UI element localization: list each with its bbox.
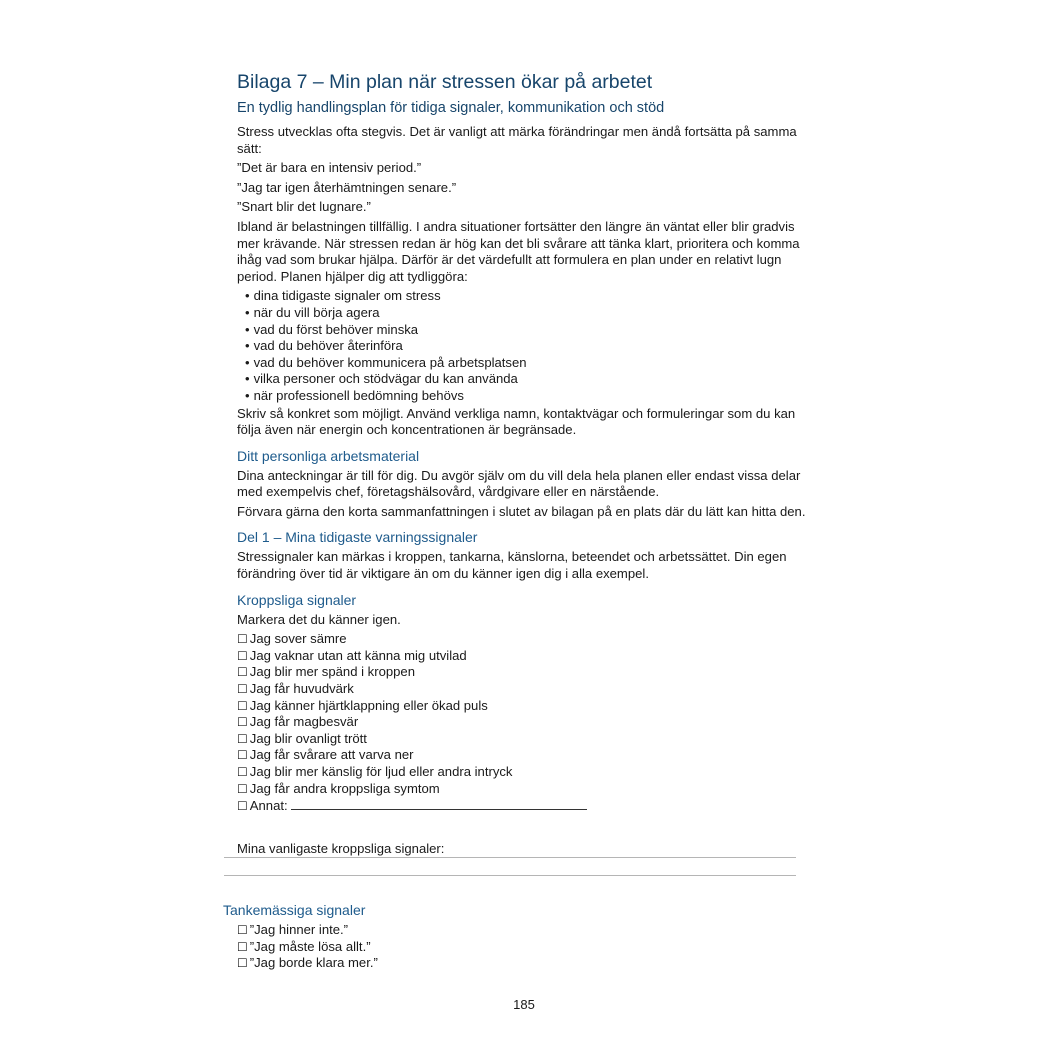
thought-signals-section bbox=[223, 901, 803, 972]
checklist-item bbox=[237, 939, 803, 956]
checklist-label: Jag får huvudvärk bbox=[249, 681, 354, 697]
intro-paragraph: Stress utvecklas ofta stegvis. Det är vanligt att märka förändringar men ändå fortsätta på samma sätt: bbox=[237, 124, 797, 156]
checkbox[interactable]: ☐ bbox=[237, 781, 248, 796]
other-label: Annat: bbox=[249, 798, 288, 814]
list-item: • när du vill börja agera bbox=[245, 305, 817, 322]
thought-signals-checklist bbox=[223, 922, 803, 972]
checklist-item bbox=[237, 922, 803, 939]
checklist-label: Jag får svårare att varva ner bbox=[249, 747, 414, 763]
instruction-text: Markera det du känner igen. bbox=[237, 611, 401, 627]
checklist-item bbox=[237, 764, 817, 781]
section-heading-thought-signals: Tankemässiga signaler bbox=[223, 902, 366, 918]
intro-paragraph: Skriv så konkret som möjligt. Använd verkliga namn, kontaktvägar och formuleringar som du kan följa även när energin och koncentrationen är begränsade. bbox=[237, 405, 796, 438]
checklist-item bbox=[237, 681, 817, 698]
checklist-item bbox=[237, 648, 817, 665]
checklist-item bbox=[237, 781, 817, 798]
checklist-item-other bbox=[237, 797, 817, 815]
common-signals-answer bbox=[224, 841, 796, 876]
checklist-item bbox=[237, 747, 817, 764]
list-item: • vad du först behöver minska bbox=[245, 322, 817, 339]
quote-line: ”Det är bara en intensiv period.” bbox=[237, 160, 422, 176]
checklist-label: Jag får andra kroppsliga symtom bbox=[249, 780, 440, 796]
checkbox[interactable]: ☐ bbox=[237, 765, 248, 779]
checkbox[interactable]: ☐ bbox=[237, 648, 248, 663]
checkbox[interactable]: ☐ bbox=[237, 956, 248, 971]
checkbox[interactable]: ☐ bbox=[237, 799, 248, 814]
answer-line[interactable] bbox=[224, 875, 796, 876]
checklist-item bbox=[237, 664, 817, 681]
list-item: • när professionell bedömning behövs bbox=[245, 388, 817, 405]
list-item: • vad du behöver återinföra bbox=[245, 338, 817, 355]
checklist-item bbox=[237, 631, 817, 648]
page-title: Bilaga 7 – Min plan när stressen ökar på arbetet bbox=[237, 71, 653, 93]
checklist-label: Jag sover sämre bbox=[249, 631, 347, 647]
checklist-label: ”Jag måste lösa allt.” bbox=[249, 938, 371, 954]
checklist-label: Jag blir mer spänd i kroppen bbox=[249, 664, 415, 680]
body-signals-checklist bbox=[237, 631, 817, 815]
checklist-label: ”Jag borde klara mer.” bbox=[249, 955, 378, 971]
other-fill-line[interactable] bbox=[291, 797, 587, 810]
checkbox[interactable]: ☐ bbox=[237, 715, 248, 730]
part1-paragraph: Stressignaler kan märkas i kroppen, tankarna, känslorna, beteendet och arbetssättet. Din egen förändring över tid är viktigare än om du känner igen dig i alla exempel. bbox=[237, 549, 787, 582]
checkbox[interactable]: ☐ bbox=[237, 665, 248, 680]
quote-line: ”Snart blir det lugnare.” bbox=[237, 199, 371, 215]
checkbox[interactable]: ☐ bbox=[237, 632, 248, 647]
plan-bullet-list bbox=[237, 288, 817, 404]
checklist-item bbox=[237, 731, 817, 748]
list-item: • vilka personer och stödvägar du kan använda bbox=[245, 371, 817, 388]
list-item: • dina tidigaste signaler om stress bbox=[245, 288, 817, 305]
common-signals-label: Mina vanligaste kroppsliga signaler: bbox=[237, 841, 445, 856]
checklist-label: Jag känner hjärtklappning eller ökad puls bbox=[249, 697, 488, 713]
intro-paragraph: Ibland är belastningen tillfällig. I andra situationer fortsätter den längre än väntat eller blir gradvis mer krävande. När stressen redan är hög kan det bli svårare att tänka klart, prioritera och komma ihåg vad som brukar hjälpa. Därför är det värdefullt att formulera en plan under en relativt lugn period. Planen hjälper dig att tydliggöra: bbox=[237, 218, 800, 284]
checkbox[interactable]: ☐ bbox=[237, 748, 248, 763]
main-column bbox=[237, 68, 817, 815]
checklist-item bbox=[237, 955, 803, 972]
checkbox[interactable]: ☐ bbox=[237, 923, 248, 937]
section-heading-body-signals: Kroppsliga signaler bbox=[237, 591, 357, 608]
list-item: • vad du behöver kommunicera på arbetsplatsen bbox=[245, 355, 817, 372]
checklist-item bbox=[237, 698, 817, 715]
quote-line: ”Jag tar igen återhämtningen senare.” bbox=[237, 179, 457, 195]
checkbox[interactable]: ☐ bbox=[237, 682, 248, 697]
checklist-label: Jag vaknar utan att känna mig utvilad bbox=[249, 647, 467, 663]
checklist-label: Jag blir ovanligt trött bbox=[249, 730, 367, 746]
checklist-label: Jag blir mer känslig för ljud eller andra intryck bbox=[249, 764, 513, 779]
checklist-label: ”Jag hinner inte.” bbox=[249, 922, 349, 937]
section-heading-part1: Del 1 – Mina tidigaste varningssignaler bbox=[237, 529, 478, 546]
page-subtitle: En tydlig handlingsplan för tidiga signaler, kommunikation och stöd bbox=[237, 100, 665, 116]
section-heading-material: Ditt personliga arbetsmaterial bbox=[237, 447, 420, 464]
material-paragraph: Dina anteckningar är till för dig. Du avgör själv om du vill dela hela planen eller endast vissa delar med exempelvis chef, företagshälsovård, vårdgivare eller en närstående. bbox=[237, 467, 801, 500]
checklist-item bbox=[237, 714, 817, 731]
answer-line[interactable] bbox=[224, 857, 796, 858]
checkbox[interactable]: ☐ bbox=[237, 698, 248, 713]
material-paragraph: Förvara gärna den korta sammanfattningen i slutet av bilagan på en plats där du lätt kan hitta den. bbox=[237, 503, 806, 519]
page-number: 185 bbox=[513, 997, 535, 1012]
checkbox[interactable]: ☐ bbox=[237, 731, 248, 746]
checklist-label: Jag får magbesvär bbox=[249, 714, 359, 730]
checkbox[interactable]: ☐ bbox=[237, 939, 248, 954]
